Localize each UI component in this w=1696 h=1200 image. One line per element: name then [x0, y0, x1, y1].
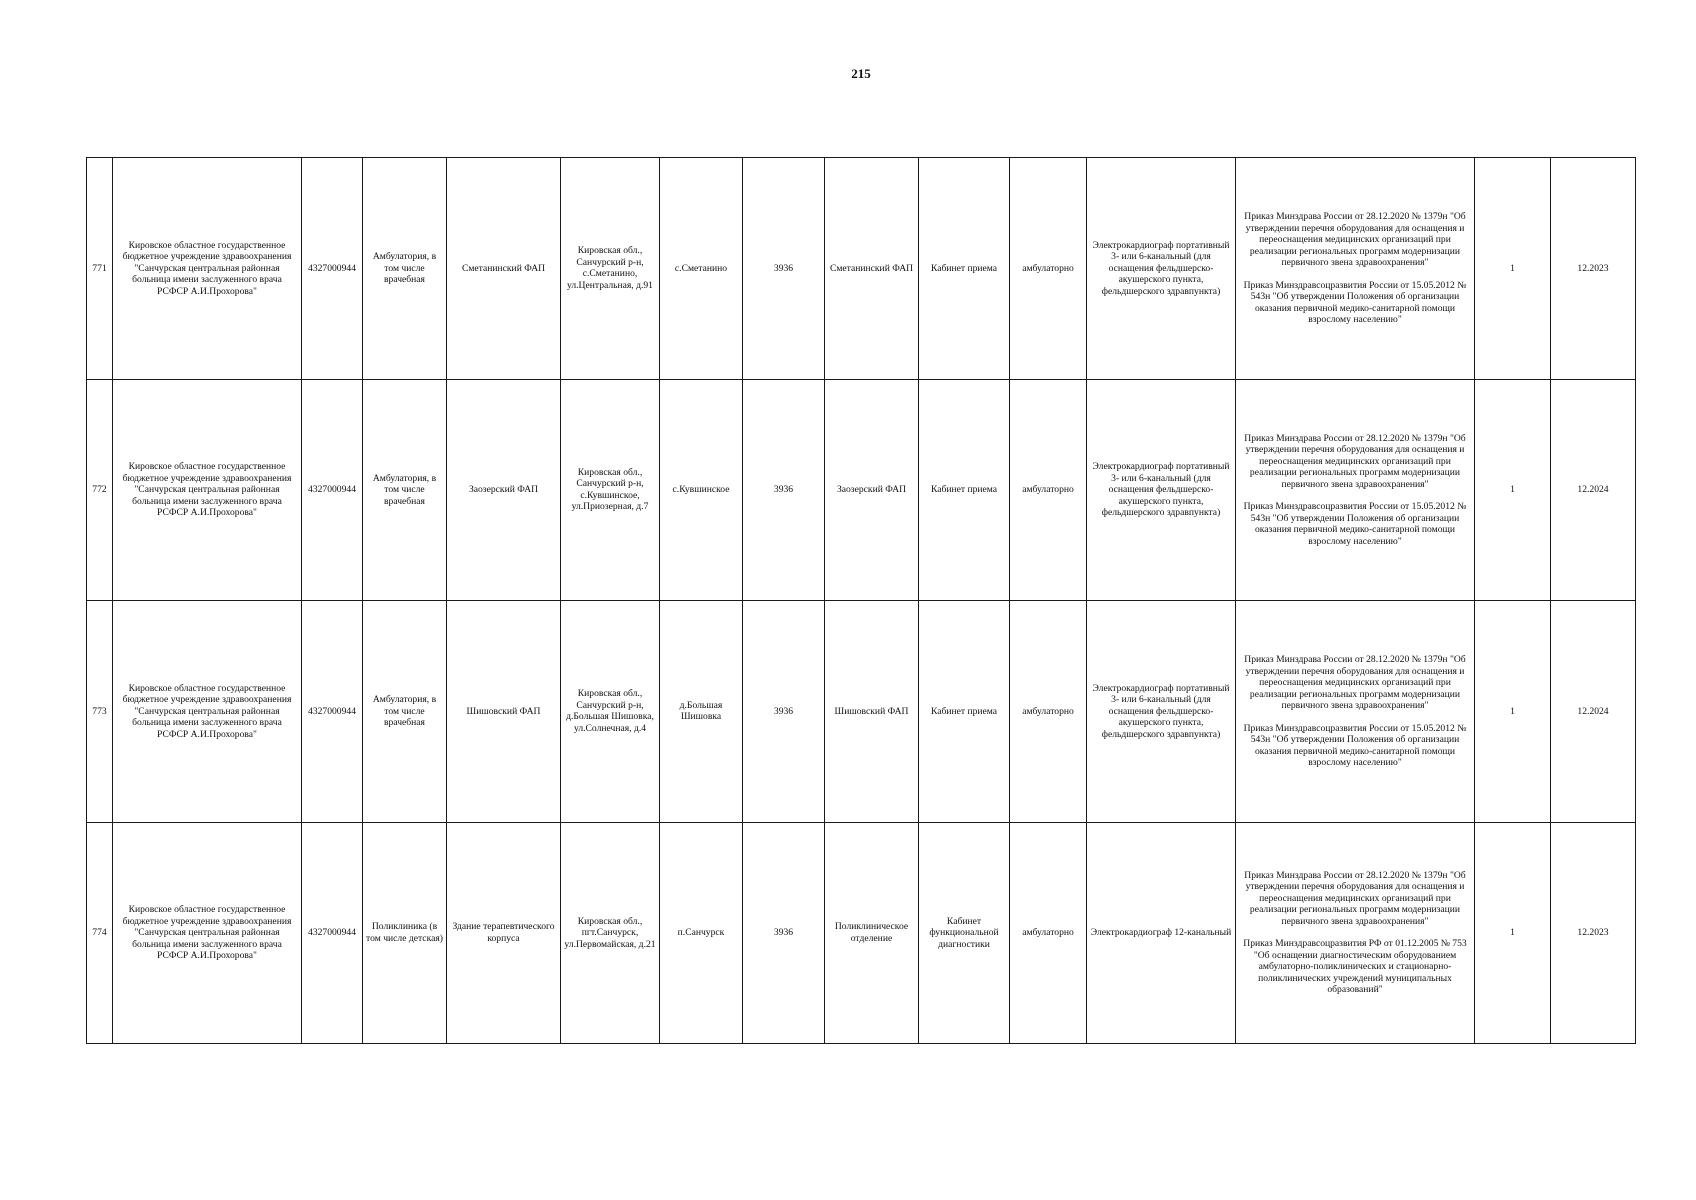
department-name: Заозерский ФАП	[825, 379, 919, 601]
regulatory-documents	[1236, 379, 1475, 601]
equipment-name: Электрокардиограф портативный 3- или 6-канальный (для оснащения фельдшерско-акушерского пункта, фельдшерского здравпункта)	[1087, 379, 1236, 601]
regulatory-documents	[1236, 158, 1475, 380]
quantity: 1	[1475, 601, 1551, 823]
regulatory-doc-primary: Приказ Минздрава России от 28.12.2020 № 1379н "Об утверждении перечня оборудования для оснащения и переоснащения медицинских организаций при реализации региональных программ модернизации первичного звена здравоохранения"	[1244, 211, 1466, 268]
code-value: 3936	[743, 379, 825, 601]
institution-name: Кировское областное государственное бюджетное учреждение здравоохранения "Санчурская центральная районная больница имени заслуженного врача РСФСР А.И.Прохорова"	[113, 601, 302, 823]
row-number: 774	[87, 822, 113, 1044]
institution-name: Кировское областное государственное бюджетное учреждение здравоохранения "Санчурская центральная районная больница имени заслуженного врача РСФСР А.И.Прохорова"	[113, 158, 302, 380]
page-number: 215	[851, 66, 871, 81]
facility-unit: Шишовский ФАП	[447, 601, 561, 823]
row-number: 773	[87, 601, 113, 823]
code-value: 3936	[743, 601, 825, 823]
table-row	[87, 601, 1636, 823]
facility-address: Кировская обл., Санчурский р-н, с.Сметанино, ул.Центральная, д.91	[561, 158, 660, 380]
room-name: Кабинет функциональной диагностики	[919, 822, 1010, 1044]
department-name: Поликлиническое отделение	[825, 822, 919, 1044]
inn-code: 4327000944	[302, 158, 363, 380]
inn-code: 4327000944	[302, 379, 363, 601]
delivery-date: 12.2023	[1551, 158, 1636, 380]
care-mode: амбулаторно	[1010, 601, 1087, 823]
table-row	[87, 379, 1636, 601]
quantity: 1	[1475, 158, 1551, 380]
facility-address: Кировская обл., пгт.Санчурск, ул.Первомайская, д.21	[561, 822, 660, 1044]
room-name: Кабинет приема	[919, 601, 1010, 823]
code-value: 3936	[743, 822, 825, 1044]
quantity: 1	[1475, 379, 1551, 601]
facility-address: Кировская обл., Санчурский р-н, д.Большая Шишовка, ул.Солнечная, д.4	[561, 601, 660, 823]
regulatory-doc-primary: Приказ Минздрава России от 28.12.2020 № 1379н "Об утверждении перечня оборудования для оснащения и переоснащения медицинских организаций при реализации региональных программ модернизации первичного звена здравоохранения"	[1244, 432, 1466, 490]
code-value: 3936	[743, 158, 825, 380]
regulatory-doc-secondary: Приказ Минздравсоцразвития России от 15.05.2012 № 543н "Об утверждении Положения об организации оказания первичной медико-санитарной помощи взрослому населению"	[1243, 279, 1467, 325]
facility-unit: Заозерский ФАП	[447, 379, 561, 601]
regulatory-documents	[1236, 822, 1475, 1044]
equipment-name: Электрокардиограф портативный 3- или 6-канальный (для оснащения фельдшерско-акушерского пункта, фельдшерского здравпункта)	[1087, 601, 1236, 823]
locality: с.Сметанино	[660, 158, 743, 380]
facility-type: Поликлиника (в том числе детская)	[363, 822, 447, 1044]
institution-name: Кировское областное государственное бюджетное учреждение здравоохранения "Санчурская центральная районная больница имени заслуженного врача РСФСР А.И.Прохорова"	[113, 379, 302, 601]
equipment-name: Электрокардиограф портативный 3- или 6-канальный (для оснащения фельдшерско-акушерского пункта, фельдшерского здравпункта)	[1087, 158, 1236, 380]
facility-unit: Сметанинский ФАП	[447, 158, 561, 380]
facility-type: Амбулатория, в том числе врачебная	[363, 158, 447, 380]
locality: д.Большая Шишовка	[660, 601, 743, 823]
room-name: Кабинет приема	[919, 158, 1010, 380]
regulatory-doc-primary: Приказ Минздрава России от 28.12.2020 № 1379н "Об утверждении перечня оборудования для оснащения и переоснащения медицинских организаций при реализации региональных программ модернизации первичного звена здравоохранения"	[1244, 869, 1466, 927]
department-name: Шишовский ФАП	[825, 601, 919, 823]
facility-unit: Здание терапевтического корпуса	[447, 822, 561, 1044]
regulatory-documents	[1236, 601, 1475, 823]
regulatory-doc-primary: Приказ Минздрава России от 28.12.2020 № 1379н "Об утверждении перечня оборудования для оснащения и переоснащения медицинских организаций при реализации региональных программ модернизации первичного звена здравоохранения"	[1244, 654, 1466, 711]
regulatory-doc-secondary: Приказ Минздравсоцразвития России от 15.05.2012 № 543н "Об утверждении Положения об организации оказания первичной медико-санитарной помощи взрослому населению"	[1243, 722, 1467, 768]
table-row	[87, 158, 1636, 380]
locality: с.Кувшинское	[660, 379, 743, 601]
locality: п.Санчурск	[660, 822, 743, 1044]
care-mode: амбулаторно	[1010, 158, 1087, 380]
row-number: 772	[87, 379, 113, 601]
facility-type: Амбулатория, в том числе врачебная	[363, 601, 447, 823]
care-mode: амбулаторно	[1010, 822, 1087, 1044]
care-mode: амбулаторно	[1010, 379, 1087, 601]
quantity: 1	[1475, 822, 1551, 1044]
inn-code: 4327000944	[302, 822, 363, 1044]
delivery-date: 12.2024	[1551, 379, 1636, 601]
regulatory-doc-secondary: Приказ Минздравсоцразвития РФ от 01.12.2005 № 753 "Об оснащении диагностическим оборудованием амбулаторно-поликлинических и стационарно-поликлинических учреждений муниципальных образований"	[1243, 938, 1467, 996]
delivery-date: 12.2024	[1551, 601, 1636, 823]
delivery-date: 12.2023	[1551, 822, 1636, 1044]
room-name: Кабинет приема	[919, 379, 1010, 601]
facility-address: Кировская обл., Санчурский р-н, с.Кувшинское, ул.Приозерная, д.7	[561, 379, 660, 601]
inn-code: 4327000944	[302, 601, 363, 823]
regulatory-doc-secondary: Приказ Минздравсоцразвития России от 15.05.2012 № 543н "Об утверждении Положения об организации оказания первичной медико-санитарной помощи взрослому населению"	[1243, 501, 1467, 547]
facility-type: Амбулатория, в том числе врачебная	[363, 379, 447, 601]
department-name: Сметанинский ФАП	[825, 158, 919, 380]
row-number: 771	[87, 158, 113, 380]
equipment-table	[86, 157, 1636, 1044]
equipment-name: Электрокардиограф 12-канальный	[1087, 822, 1236, 1044]
table-row	[87, 822, 1636, 1044]
institution-name: Кировское областное государственное бюджетное учреждение здравоохранения "Санчурская центральная районная больница имени заслуженного врача РСФСР А.И.Прохорова"	[113, 822, 302, 1044]
